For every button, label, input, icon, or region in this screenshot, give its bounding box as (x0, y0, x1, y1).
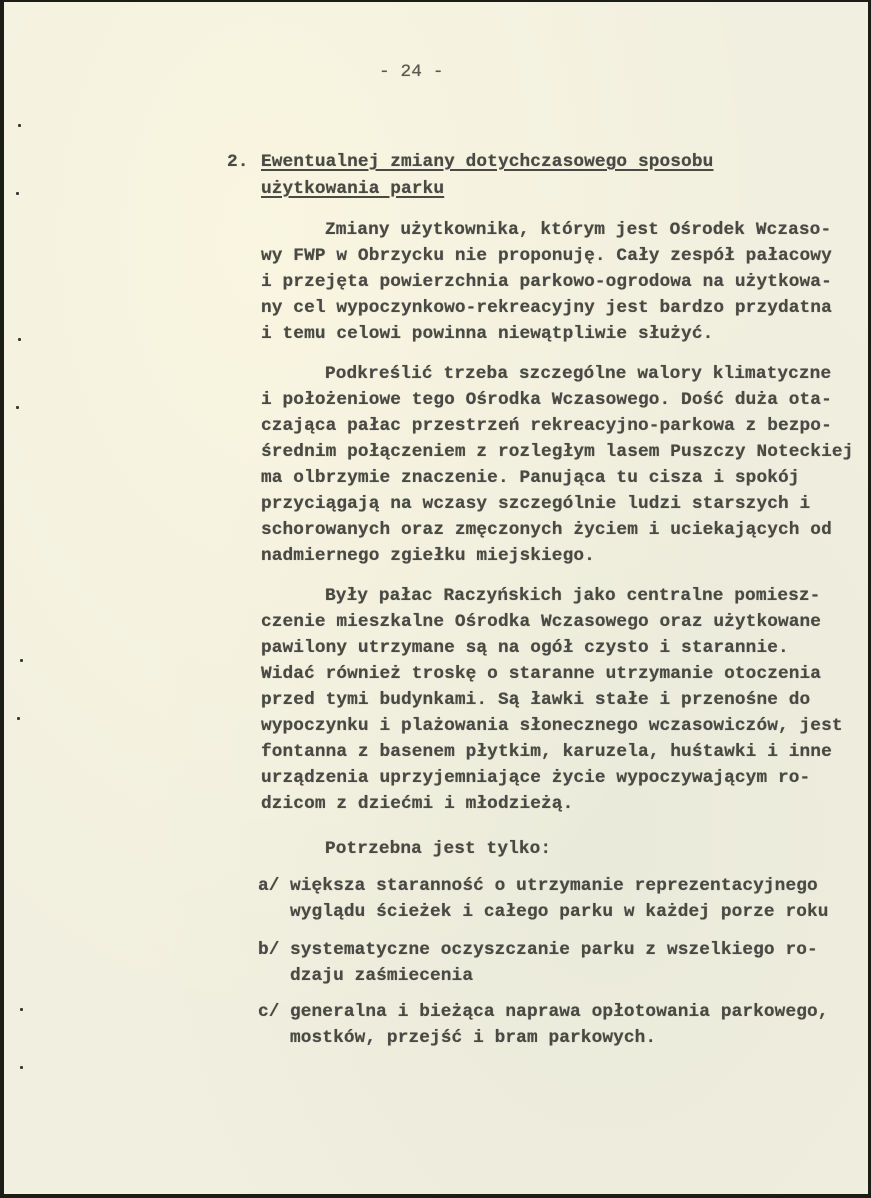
text-line: generalna i bieżąca naprawa opłotowania parkowego, (290, 1002, 829, 1022)
text-line: ma olbrzymie znaczenie. Panująca tu cisza i spokój (261, 468, 800, 488)
text-line: nadmiernego zgiełku miejskiego. (261, 546, 595, 566)
section-number: 2. (227, 152, 249, 172)
margin-dot (16, 406, 19, 409)
section-title-line-2: użytkowania parku (261, 179, 445, 199)
margin-dot (16, 192, 19, 195)
text-line: fontanna z basenem płytkim, karuzela, huśtawki i inne (261, 742, 832, 762)
text-line: Zmiany użytkownika, którym jest Ośrodek Wczaso- (325, 220, 832, 240)
text-line: dzicom z dziećmi i młodzieżą. (261, 794, 574, 814)
text-line: przyciągają na wczasy szczególnie ludzi starszych i (261, 494, 811, 514)
text-line: wypoczynku i plażowania słonecznego wczasowiczów, jest (261, 716, 843, 736)
text-line: i przejęta powierzchnia parkowo-ogrodowa na użytkowa- (261, 272, 832, 292)
text-line: i temu celowi powinna niewątpliwie służyć. (261, 324, 714, 344)
margin-dot (18, 124, 21, 127)
text-line: schorowanych oraz zmęczonych życiem i uciekających od (261, 520, 832, 540)
text-line: wyglądu ścieżek i całego parku w każdej porze roku (290, 902, 829, 922)
text-line: dzaju zaśmiecenia (290, 966, 474, 986)
text-line: systematyczne oczyszczanie parku z wszelkiego ro- (290, 940, 818, 960)
list-marker: b/ (258, 940, 280, 960)
text-line: Podkreślić trzeba szczególne walory klimatyczne (325, 364, 832, 384)
margin-dot (20, 1066, 23, 1069)
text-line: Były pałac Raczyńskich jako centralne pomiesz- (325, 586, 821, 606)
text-line: urządzenia uprzyjemniające życie wypoczywającym ro- (261, 768, 811, 788)
margin-dot (20, 1008, 23, 1011)
text-line: Potrzebna jest tylko: (325, 839, 552, 859)
text-line: ny cel wypoczynkowo-rekreacyjny jest bardzo przydatna (261, 298, 832, 318)
text-line: większa staranność o utrzymanie reprezentacyjnego (290, 876, 818, 896)
text-line: wy FWP w Obrzycku nie proponuję. Cały zespół pałacowy (261, 246, 832, 266)
margin-dot (18, 338, 21, 341)
text-line: czająca pałac przestrzeń rekreacyjno-parkowa z bezpo- (261, 416, 832, 436)
list-marker: a/ (258, 876, 280, 896)
text-line: i położeniowe tego Ośrodka Wczasowego. Dość duża ota- (261, 390, 832, 410)
margin-dot (17, 717, 20, 720)
text-line: przed tymi budynkami. Są ławki stałe i przenośne do (261, 690, 811, 710)
text-line: Widać również troskę o staranne utrzymanie otoczenia (261, 664, 822, 684)
page-number: - 24 - (379, 62, 444, 82)
document-page (4, 2, 868, 1194)
list-marker: c/ (258, 1002, 280, 1022)
text-line: pawilony utrzymane są na ogół czysto i starannie. (261, 638, 789, 658)
text-line: średnim połączeniem z rozległym lasem Puszczy Noteckiej (261, 442, 854, 462)
text-line: mostków, przejść i bram parkowych. (290, 1028, 657, 1048)
section-title-line-1: Ewentualnej zmiany dotychczasowego sposobu (261, 152, 714, 172)
margin-dot (20, 659, 23, 662)
text-line: czenie mieszkalne Ośrodka Wczasowego oraz użytkowane (261, 612, 822, 632)
